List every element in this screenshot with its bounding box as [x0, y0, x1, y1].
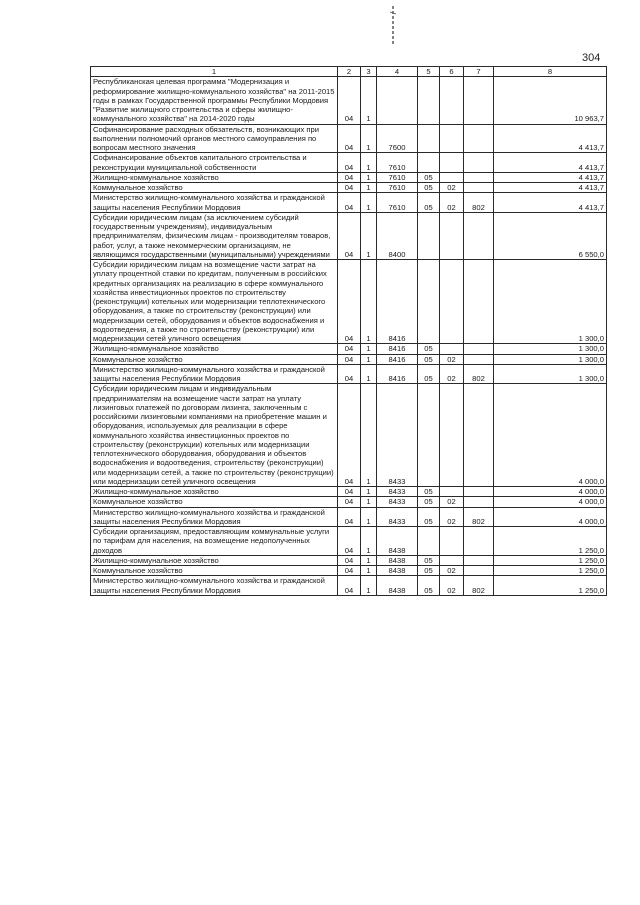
code-subsection-cell: 1 — [361, 344, 377, 354]
code-section-cell: 04 — [338, 527, 361, 556]
amount-cell: 6 550,0 — [494, 212, 607, 259]
row-name-cell: Министерство жилищно-коммунального хозяйства и гражданской защиты населения Республики Мордовия — [91, 507, 338, 527]
column-header: 7 — [464, 67, 494, 77]
amount-cell: 4 413,7 — [494, 183, 607, 193]
code-subchapter-cell — [440, 77, 464, 124]
code-target-cell: 8433 — [377, 497, 418, 507]
row-name-cell: Жилищно-коммунальное хозяйство — [91, 555, 338, 565]
code-subsection-cell: 1 — [361, 212, 377, 259]
code-section-cell: 04 — [338, 124, 361, 153]
binding-mark-icon — [386, 6, 400, 48]
code-target-cell: 7610 — [377, 153, 418, 173]
code-ministry-cell — [464, 172, 494, 182]
code-subsection-cell: 1 — [361, 576, 377, 596]
table-row — [91, 364, 607, 384]
amount-cell: 4 000,0 — [494, 384, 607, 487]
row-name-cell: Коммунальное хозяйство — [91, 497, 338, 507]
code-ministry-cell — [464, 354, 494, 364]
code-section-cell: 04 — [338, 566, 361, 576]
code-ministry-cell — [464, 497, 494, 507]
code-subsection-cell: 1 — [361, 527, 377, 556]
code-ministry-cell: 802 — [464, 193, 494, 213]
table-row — [91, 153, 607, 173]
code-ministry-cell — [464, 183, 494, 193]
code-subsection-cell: 1 — [361, 507, 377, 527]
code-ministry-cell — [464, 487, 494, 497]
row-name-cell: Жилищно-коммунальное хозяйство — [91, 344, 338, 354]
code-target-cell: 8433 — [377, 384, 418, 487]
row-name-cell: Субсидии организациям, предоставляющим коммунальные услуги по тарифам для населения, на возмещение недополученных доходов — [91, 527, 338, 556]
amount-cell: 1 250,0 — [494, 527, 607, 556]
table-row — [91, 487, 607, 497]
code-section-cell: 04 — [338, 364, 361, 384]
code-chapter-cell: 05 — [418, 507, 440, 527]
code-section-cell: 04 — [338, 487, 361, 497]
budget-table — [90, 66, 607, 596]
code-section-cell: 04 — [338, 344, 361, 354]
code-chapter-cell: 05 — [418, 497, 440, 507]
code-ministry-cell — [464, 124, 494, 153]
column-header: 5 — [418, 67, 440, 77]
code-subsection-cell: 1 — [361, 124, 377, 153]
code-target-cell: 8416 — [377, 354, 418, 364]
code-subchapter-cell: 02 — [440, 576, 464, 596]
code-chapter-cell — [418, 260, 440, 344]
row-name-cell: Субсидии юридическим лицам (за исключением субсидий государственным учреждениям), индивидуальным предпринимателям, физическим лицам - производителям товаров, работ, услуг, а также некоммерческим организациям, не являющимся государственными (муниципальными) учреждениями — [91, 212, 338, 259]
table-row — [91, 212, 607, 259]
code-chapter-cell: 05 — [418, 354, 440, 364]
row-name-cell: Жилищно-коммунальное хозяйство — [91, 487, 338, 497]
code-target-cell: 8438 — [377, 555, 418, 565]
code-ministry-cell — [464, 527, 494, 556]
code-chapter-cell: 05 — [418, 183, 440, 193]
code-subchapter-cell: 02 — [440, 497, 464, 507]
code-section-cell: 04 — [338, 497, 361, 507]
code-subchapter-cell — [440, 487, 464, 497]
code-subsection-cell: 1 — [361, 193, 377, 213]
amount-cell: 4 000,0 — [494, 487, 607, 497]
table-row — [91, 507, 607, 527]
code-chapter-cell: 05 — [418, 555, 440, 565]
column-header: 4 — [377, 67, 418, 77]
code-section-cell: 04 — [338, 507, 361, 527]
table-row — [91, 172, 607, 182]
code-target-cell: 8416 — [377, 344, 418, 354]
code-subchapter-cell: 02 — [440, 354, 464, 364]
row-name-cell: Министерство жилищно-коммунального хозяйства и гражданской защиты населения Республики Мордовия — [91, 364, 338, 384]
code-subchapter-cell — [440, 527, 464, 556]
code-subchapter-cell — [440, 260, 464, 344]
code-section-cell: 04 — [338, 576, 361, 596]
row-name-cell: Коммунальное хозяйство — [91, 566, 338, 576]
code-chapter-cell — [418, 212, 440, 259]
amount-cell: 4 413,7 — [494, 153, 607, 173]
code-section-cell: 04 — [338, 212, 361, 259]
code-section-cell: 04 — [338, 260, 361, 344]
row-name-cell: Софинансирование расходных обязательств, возникающих при выполнении полномочий органов местного самоуправления по вопросам местного значения — [91, 124, 338, 153]
code-subchapter-cell: 02 — [440, 183, 464, 193]
code-subchapter-cell — [440, 344, 464, 354]
code-target-cell — [377, 77, 418, 124]
amount-cell: 1 250,0 — [494, 576, 607, 596]
code-chapter-cell — [418, 77, 440, 124]
code-target-cell: 8400 — [377, 212, 418, 259]
amount-cell: 1 250,0 — [494, 566, 607, 576]
table-row — [91, 555, 607, 565]
code-ministry-cell — [464, 260, 494, 344]
table-row — [91, 527, 607, 556]
amount-cell: 1 300,0 — [494, 354, 607, 364]
code-target-cell: 8438 — [377, 576, 418, 596]
code-subchapter-cell — [440, 555, 464, 565]
code-subsection-cell: 1 — [361, 566, 377, 576]
code-subsection-cell: 1 — [361, 497, 377, 507]
code-subchapter-cell — [440, 384, 464, 487]
code-chapter-cell: 05 — [418, 344, 440, 354]
table-row — [91, 124, 607, 153]
code-section-cell: 04 — [338, 183, 361, 193]
code-subsection-cell: 1 — [361, 487, 377, 497]
code-chapter-cell: 05 — [418, 576, 440, 596]
amount-cell: 1 300,0 — [494, 260, 607, 344]
code-subsection-cell: 1 — [361, 384, 377, 487]
table-row — [91, 77, 607, 124]
code-chapter-cell — [418, 124, 440, 153]
table-header-row — [91, 67, 607, 77]
code-section-cell: 04 — [338, 77, 361, 124]
page-number: 304 — [582, 52, 601, 64]
code-subchapter-cell: 02 — [440, 507, 464, 527]
code-subsection-cell: 1 — [361, 183, 377, 193]
code-target-cell: 8416 — [377, 260, 418, 344]
table-row — [91, 576, 607, 596]
code-target-cell: 8433 — [377, 487, 418, 497]
row-name-cell: Жилищно-коммунальное хозяйство — [91, 172, 338, 182]
amount-cell: 1 300,0 — [494, 364, 607, 384]
code-chapter-cell: 05 — [418, 193, 440, 213]
code-section-cell: 04 — [338, 354, 361, 364]
table-row — [91, 344, 607, 354]
code-section-cell: 04 — [338, 384, 361, 487]
code-ministry-cell — [464, 384, 494, 487]
code-subchapter-cell — [440, 212, 464, 259]
table-row — [91, 384, 607, 487]
amount-cell: 4 000,0 — [494, 507, 607, 527]
code-subsection-cell: 1 — [361, 77, 377, 124]
row-name-cell: Коммунальное хозяйство — [91, 354, 338, 364]
row-name-cell: Министерство жилищно-коммунального хозяйства и гражданской защиты населения Республики Мордовия — [91, 576, 338, 596]
row-name-cell: Коммунальное хозяйство — [91, 183, 338, 193]
table-row — [91, 354, 607, 364]
code-target-cell: 7600 — [377, 124, 418, 153]
row-name-cell: Министерство жилищно-коммунального хозяйства и гражданской защиты населения Республики Мордовия — [91, 193, 338, 213]
amount-cell: 1 250,0 — [494, 555, 607, 565]
table-row — [91, 193, 607, 213]
code-target-cell: 8416 — [377, 364, 418, 384]
code-chapter-cell: 05 — [418, 487, 440, 497]
row-name-cell: Субсидии юридическим лицам на возмещение части затрат на уплату процентной ставки по кредитам, полученным в российских кредитных организациях на реализацию в сфере коммунального хозяйства инвестиционных проектов по строительству (реконструкции) котельных или модернизации теплотехнического оборудования, а также по строительству (реконструкции) или модернизации сетей, оборудования и объектов водоснабжения и водоотведения, а также по строительству (реконструкции) или модернизации сетей уличного освещения — [91, 260, 338, 344]
column-header: 1 — [91, 67, 338, 77]
column-header: 3 — [361, 67, 377, 77]
code-section-cell: 04 — [338, 172, 361, 182]
code-chapter-cell — [418, 153, 440, 173]
code-ministry-cell — [464, 555, 494, 565]
code-ministry-cell — [464, 344, 494, 354]
row-name-cell: Субсидии юридическим лицам и индивидуальным предпринимателям на возмещение части затрат на уплату лизинговых платежей по договорам лизинга, заключенным с российскими лизинговыми компаниями на приобретение машин и оборудования, используемых для реализации в сфере коммунального хозяйства инвестиционных проектов по строительству (реконструкции) котельных или модернизации теплотехнического оборудования, оборудования и объектов водоснабжения и водоотведения, строительству (реконструкции) или модернизации сетей, а также по строительству (реконструкции) или модернизации сетей уличного освещения — [91, 384, 338, 487]
code-chapter-cell: 05 — [418, 364, 440, 384]
column-header: 6 — [440, 67, 464, 77]
amount-cell: 10 963,7 — [494, 77, 607, 124]
code-section-cell: 04 — [338, 193, 361, 213]
code-subsection-cell: 1 — [361, 153, 377, 173]
code-ministry-cell: 802 — [464, 364, 494, 384]
code-chapter-cell — [418, 384, 440, 487]
amount-cell: 4 413,7 — [494, 193, 607, 213]
code-chapter-cell — [418, 527, 440, 556]
code-ministry-cell: 802 — [464, 576, 494, 596]
code-ministry-cell: 802 — [464, 507, 494, 527]
code-subchapter-cell — [440, 153, 464, 173]
code-subchapter-cell — [440, 172, 464, 182]
amount-cell: 1 300,0 — [494, 344, 607, 354]
code-subchapter-cell: 02 — [440, 193, 464, 213]
amount-cell: 4 413,7 — [494, 124, 607, 153]
code-target-cell: 8438 — [377, 566, 418, 576]
table-row — [91, 260, 607, 344]
table-row — [91, 497, 607, 507]
table-row — [91, 183, 607, 193]
code-subsection-cell: 1 — [361, 555, 377, 565]
code-section-cell: 04 — [338, 153, 361, 173]
amount-cell: 4 000,0 — [494, 497, 607, 507]
code-target-cell: 8438 — [377, 527, 418, 556]
code-subsection-cell: 1 — [361, 172, 377, 182]
code-chapter-cell: 05 — [418, 172, 440, 182]
code-subsection-cell: 1 — [361, 260, 377, 344]
code-ministry-cell — [464, 153, 494, 173]
code-ministry-cell — [464, 212, 494, 259]
column-header: 8 — [494, 67, 607, 77]
table-row — [91, 566, 607, 576]
row-name-cell: Софинансирование объектов капитального строительства и реконструкции муниципальной собственности — [91, 153, 338, 173]
column-header: 2 — [338, 67, 361, 77]
code-ministry-cell — [464, 566, 494, 576]
code-target-cell: 7610 — [377, 193, 418, 213]
code-target-cell: 7610 — [377, 183, 418, 193]
code-subsection-cell: 1 — [361, 354, 377, 364]
code-subchapter-cell: 02 — [440, 566, 464, 576]
code-chapter-cell: 05 — [418, 566, 440, 576]
amount-cell: 4 413,7 — [494, 172, 607, 182]
code-ministry-cell — [464, 77, 494, 124]
code-target-cell: 7610 — [377, 172, 418, 182]
row-name-cell: Республиканская целевая программа "Модернизация и реформирование жилищно-коммунального хозяйства" на 2011-2015 годы в рамках Государственной программы Республики Мордовия "Развитие жилищного строительства и сферы жилищно-коммунального хозяйства" на 2014-2020 годы — [91, 77, 338, 124]
code-subsection-cell: 1 — [361, 364, 377, 384]
code-target-cell: 8433 — [377, 507, 418, 527]
code-subchapter-cell — [440, 124, 464, 153]
code-section-cell: 04 — [338, 555, 361, 565]
code-subchapter-cell: 02 — [440, 364, 464, 384]
